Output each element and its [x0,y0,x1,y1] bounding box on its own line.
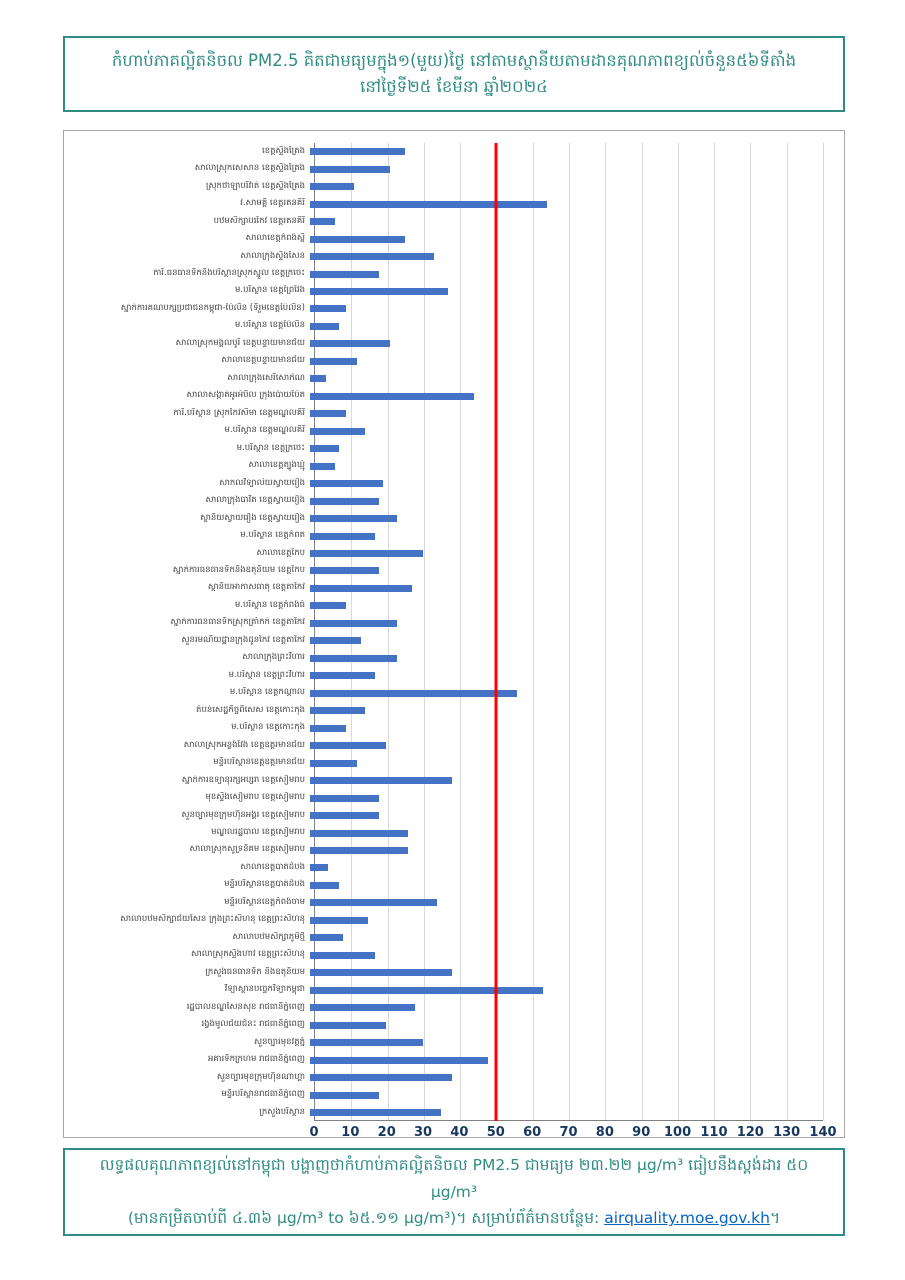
station-label: សាលាសង្កាត់អូរអំបិល ក្រុងប៉ោយប៉ែត [186,390,305,401]
station-label: សាលាស្រុកសេសាន ខេត្តស្ទឹងត្រែង [194,163,305,174]
pm25-bar [310,253,434,260]
bar-track [310,288,819,295]
chart-row [64,562,823,579]
pm25-bar [310,637,361,644]
bar-track [310,899,819,906]
station-label: សួនរមណីយដ្ឋានក្រុងដូនកែវ ខេត្តតាកែវ [181,634,305,645]
bar-track [310,445,819,452]
x-tick-label: 20 [377,1125,396,1140]
bar-track [310,183,819,190]
chart-row [64,982,823,999]
chart-row [64,178,823,195]
chart-row [64,597,823,614]
chart-row [64,230,823,247]
bar-track [310,637,819,644]
bar-track [310,340,819,347]
pm25-bar [310,987,543,994]
station-label: សាកលវិទ្យាល័យស្វាយរៀង [219,477,305,488]
bar-track [310,148,819,155]
station-label: ខេត្តស្ទឹងត្រែង [262,145,305,156]
bar-track [310,218,819,225]
bar-track [310,1039,819,1046]
bar-track [310,690,819,697]
bar-track [310,777,819,784]
pm25-bar [310,1109,441,1116]
chart-row [64,265,823,282]
chart-row [64,789,823,806]
pm25-bar [310,1039,423,1046]
pm25-bar [310,655,397,662]
station-label: រង្វង់មូលជ័យជំនះ រាជធានីភ្នំពេញ [201,1019,305,1030]
pm25-bar [310,830,408,837]
chart-row [64,772,823,789]
station-label: សួនច្បារមុខវត្តភ្នំ [254,1036,305,1047]
station-label: សាលាក្រុងសេរីសោភ័ណ [227,372,305,383]
bar-track [310,375,819,382]
bar-track [310,1092,819,1099]
chart-row [64,248,823,265]
pm25-bar [310,812,379,819]
chart-row [64,405,823,422]
station-label: សាលាខេត្តកំពង់ស្ពឺ [245,233,305,244]
pm25-bar [310,602,346,609]
pm25-bar [310,725,346,732]
chart-row [64,580,823,597]
x-tick-label: 90 [632,1125,651,1140]
footer-line2 [128,1205,780,1231]
footer-box [63,1148,845,1236]
station-label: ការិ.បរិស្ថាន ស្រុកកែវសីមា ខេត្តមណ្ឌលគិរី [173,407,305,418]
chart-row [64,440,823,457]
x-tick-label: 10 [341,1125,360,1140]
pm25-bar [310,148,405,155]
bar-track [310,882,819,889]
pm25-bar [310,201,547,208]
x-tick-label: 140 [809,1125,837,1140]
gridline [823,143,824,1120]
x-tick-label: 110 [700,1125,728,1140]
pm25-bar [310,515,397,522]
pm25-bar [310,620,397,627]
bar-track [310,620,819,627]
bar-track [310,725,819,732]
chart-row [64,300,823,317]
pm25-bar [310,882,339,889]
chart-row [64,370,823,387]
chart-row [64,667,823,684]
pm25-bar [310,1092,379,1099]
bar-track [310,847,819,854]
bar-track [310,166,819,173]
station-label: សាលាបឋមសិក្សាភូមិថ្មី [232,931,305,942]
pm25-bar [310,1057,488,1064]
bar-track [310,795,819,802]
pm25-bar [310,742,386,749]
pm25-bar [310,375,326,382]
station-label: មន្ទីរបរិស្ថានខេត្តឧត្តរមានជ័យ [213,757,305,768]
chart-row [64,929,823,946]
station-label: សាលាក្រុងស្ទឹងសែន [240,250,305,261]
chart-row [64,842,823,859]
chart-row [64,160,823,177]
chart-row [64,545,823,562]
chart-container [63,130,845,1138]
bar-track [310,305,819,312]
bar-track [310,550,819,557]
chart-row [64,388,823,405]
chart-row [64,527,823,544]
pm25-bar [310,393,474,400]
bar-track [310,830,819,837]
station-label: ម.បរិស្ថាន ខេត្តកណ្តាល [229,687,305,698]
pm25-bar [310,777,452,784]
station-label: ស្នាក់ការធនធានទឹកនិងឧតុនិយម ខេត្តកែប [172,564,305,575]
pm25-bar [310,323,339,330]
station-label: សាលាក្រុងបាវិត ខេត្តស្វាយរៀង [205,495,305,506]
chart-row [64,964,823,981]
bar-track [310,533,819,540]
chart-row [64,475,823,492]
station-label: ម.បរិស្ថាន ខេត្តកោះកុង [231,722,305,733]
station-label: សាលាស្រុកមង្គលបូរី ខេត្តបន្ទាយមានជ័យ [175,337,305,348]
station-label: មន្ទីរបរិស្ថានខេត្តបាត់ដំបង [224,879,305,890]
station-label: សួនច្បារមុខក្រុមហ៊ុនណាហ្គា [216,1071,305,1082]
chart-row [64,1034,823,1051]
pm25-bar [310,183,354,190]
pm25-bar [310,358,357,365]
chart-title-line2: នៅថ្ងៃទី២៥ ខែមីនា ឆ្នាំ២០២៤ [360,77,548,96]
bar-track [310,498,819,505]
x-tick-label: 40 [450,1125,469,1140]
bar-track [310,393,819,400]
chart-row [64,510,823,527]
footer-line2-prefix: (មានកម្រិតចាប់ពី ៤.៣៦ µg/m³ to ៦៥.១១ µg/m³)។ សម្រាប់ព័ត៌មានបន្ថែម: [127,1209,605,1228]
bar-track [310,1109,819,1116]
chart-row [64,719,823,736]
bar-track [310,1074,819,1081]
bar-track [310,271,819,278]
bar-track [310,760,819,767]
pm25-bar [310,795,379,802]
station-label: តំបន់សេដ្ឋកិច្ចពិសេស ខេត្តកោះកុង [196,704,305,715]
station-label: សាលាខេត្តកែប [256,547,305,558]
station-label: ស្នាក់ការឧទ្យានុរក្សអប្សរា ខេត្តសៀមរាប [181,774,305,785]
pm25-bar [310,899,437,906]
x-tick-label: 30 [414,1125,433,1140]
footer-line2-suffix: ។ [769,1209,781,1228]
bar-track [310,987,819,994]
chart-rows [64,143,823,1121]
bar-track [310,655,819,662]
bar-track [310,1057,819,1064]
chart-row [64,143,823,160]
station-label: សាលាបឋមសិក្សាជ័យសែន ក្រុងព្រះសីហនុ ខេត្តព្រះសីហនុ [120,914,305,925]
pm25-bar [310,288,448,295]
station-label: ម.បរិស្ថាន ខេត្តកំពង់ធំ [234,599,305,610]
bar-track [310,1022,819,1029]
bar-track [310,567,819,574]
chart-row [64,195,823,212]
chart-row [64,1051,823,1068]
station-label: សាលាស្រុកស្ទឹងហាវ ខេត្តព្រះសីហនុ [190,949,305,960]
pm25-bar [310,166,390,173]
chart-row [64,702,823,719]
chart-row [64,824,823,841]
footer-line1: លទ្ធផលគុណភាពខ្យល់នៅកម្ពុជា បង្ហាញថាកំហាប់ភាគល្អិតនិចល PM2.5 ជាមធ្យម ២៣.២២ µg/m³ ធៀបនឹងស្តង់ដារ ៥០ µg/m³ [99,1156,809,1201]
chart-row [64,457,823,474]
chart-row [64,1104,823,1121]
bar-track [310,707,819,714]
bar-track [310,358,819,365]
pm25-bar [310,847,408,854]
x-tick-label: 0 [309,1125,319,1140]
station-label: រដ្ឋបាលខណ្ឌសែនសុខ រាជធានីភ្នំពេញ [186,1001,305,1012]
pm25-bar [310,340,390,347]
station-label: មន្ទីរបរិស្ថានខេត្តកំពង់ចាម [224,896,305,907]
x-tick-label: 100 [663,1125,692,1140]
x-tick-label: 70 [559,1125,578,1140]
station-label: សាលាខេត្តបាត់ដំបង [240,861,305,872]
bar-track [310,480,819,487]
station-label: ម.បរិស្ថាន ខេត្តព្រៃវែង [235,285,305,296]
bar-track [310,323,819,330]
bar-track [310,428,819,435]
station-label: ម.បរិស្ថាន ខេត្តក្រចេះ [236,442,305,453]
bar-track [310,672,819,679]
pm25-bar [310,463,335,470]
x-axis [309,1125,837,1141]
station-label: ស្ថានីយអាកាសធាតុ ខេត្តតាកែវ [207,582,305,593]
x-tick-label: 80 [595,1125,614,1140]
pm25-bar [310,445,339,452]
pm25-bar [310,410,346,417]
bar-track [310,934,819,941]
station-label: សាលាស្រុកអន្លង់វែង ខេត្តឧត្តរមានជ័យ [183,739,305,750]
pm25-bar [310,672,375,679]
station-label: សាលាខេត្តត្បូងឃ្មុំ [248,460,305,471]
chart-row [64,492,823,509]
chart-row [64,650,823,667]
station-label: ក្រសួងធនធានទឹក និងឧតុនិយម [205,966,305,977]
bar-track [310,201,819,208]
bar-track [310,410,819,417]
station-label: ម.បរិស្ថាន ខេត្តកំពត [240,530,305,541]
station-label: ក្រសួងបរិស្ថាន [259,1106,305,1117]
pm25-bar [310,428,365,435]
chart-row [64,999,823,1016]
station-label: ស្រុកថាឡាបរិវ៉ាត់ ខេត្តស្ទឹងត្រែង [205,180,305,191]
pm25-bar [310,550,423,557]
title-box [63,36,845,112]
station-label: មុខស្ទឹងសៀមរាប ខេត្តសៀមរាប [205,792,305,803]
bar-track [310,585,819,592]
bar-track [310,253,819,260]
pm25-bar [310,498,379,505]
station-label: ស្ថានីយស្វាយរៀង ខេត្តស្វាយរៀង [200,512,305,523]
pm25-bar [310,917,368,924]
station-label: ម.បរិស្ថាន ខេត្តប៉ៃលិន [234,320,305,331]
chart-row [64,335,823,352]
station-label: ការិ.ធនធានទឹកនិងបរិស្ថានស្រុកស្នួល ខេត្តក្រចេះ [153,268,305,279]
pm25-bar [310,567,379,574]
x-tick-label: 60 [523,1125,542,1140]
chart-row [64,912,823,929]
pm25-bar [310,1074,452,1081]
chart-row [64,1069,823,1086]
station-label: សួនច្បារមុខក្រុមហ៊ុនអង្គរ ខេត្តសៀមរាប [181,809,305,820]
pm25-bar [310,305,346,312]
pm25-bar [310,236,405,243]
chart-row [64,283,823,300]
pm25-bar [310,969,452,976]
pm25-bar [310,218,335,225]
bar-track [310,236,819,243]
bar-track [310,864,819,871]
station-label: មណ្ឌលរដ្ឋបាល ខេត្តសៀមរាប [211,827,305,838]
station-label: បឋមសិក្សាបរកែវ ខេត្តរតនគិរី [213,215,305,226]
x-tick-label: 130 [773,1125,801,1140]
station-label: ម.បរិស្ថាន ខេត្តព្រះវិហារ [228,669,305,680]
pm25-bar [310,533,375,540]
station-label: សាលាស្រុកសូទ្រនិគម ខេត្តសៀមរាប [189,844,305,855]
chart-row [64,737,823,754]
airquality-link[interactable]: airquality.moe.gov.kh [604,1209,770,1228]
bar-track [310,1004,819,1011]
bar-track [310,917,819,924]
pm25-bar [310,1004,415,1011]
station-label: ស្នាក់ការគណបក្សប្រជាជនកម្ពុជា-ប៉ៃលិន (ទីរួមខេត្តប៉ៃលិន) [120,302,305,313]
chart-row [64,423,823,440]
chart-row [64,685,823,702]
station-label: ម.បរិស្ថាន ខេត្តមណ្ឌលគិរី [224,425,305,436]
pm25-bar [310,585,412,592]
pm25-bar [310,690,517,697]
pm25-bar [310,480,383,487]
chart-row [64,754,823,771]
chart-title-line1: កំហាប់ភាគល្អិតនិចល PM2.5 គិតជាមធ្យមក្នុង១(មួយ)ថ្ងៃ នៅតាមស្ថានីយតាមដានគុណភាពខ្យល់ចំនួន៥៦ទីតាំង [111,50,797,70]
pm25-bar [310,271,379,278]
chart-row [64,807,823,824]
station-label: វ.សាមគ្គី ខេត្តរតនគិរី [240,198,305,209]
bar-track [310,602,819,609]
x-tick-label: 120 [736,1125,764,1140]
bar-track [310,969,819,976]
station-label: សាលាខេត្តបន្ទាយមានជ័យ [221,355,305,366]
station-label: វិទ្យាស្ថានបច្ចេកវិទ្យាកម្ពុជា [224,984,305,995]
bar-track [310,742,819,749]
chart-row [64,894,823,911]
chart-row [64,859,823,876]
chart-row [64,947,823,964]
chart-row [64,318,823,335]
bar-track [310,812,819,819]
pm25-bar [310,707,365,714]
x-tick-label: 50 [486,1125,505,1140]
pm25-bar [310,934,343,941]
station-label: មន្ទីរបរិស្ថានរាជធានីភ្នំពេញ [221,1089,305,1100]
station-label: សាលាក្រុងព្រះវិហារ [242,652,305,663]
chart-row [64,353,823,370]
chart-row [64,632,823,649]
bar-track [310,952,819,959]
pm25-bar [310,760,357,767]
chart-row [64,1086,823,1103]
station-label: អគារទឹកក្រហម រាជធានីភ្នំពេញ [208,1054,305,1065]
chart-row [64,877,823,894]
chart-row [64,213,823,230]
bar-track [310,463,819,470]
bar-track [310,515,819,522]
pm25-bar [310,1022,386,1029]
station-label: ស្នាក់ការធនធានទឹកស្រុកត្រាំកក់ ខេត្តតាកែវ [170,617,305,628]
chart-row [64,1016,823,1033]
pm25-bar [310,952,375,959]
chart-row [64,615,823,632]
pm25-bar [310,864,328,871]
